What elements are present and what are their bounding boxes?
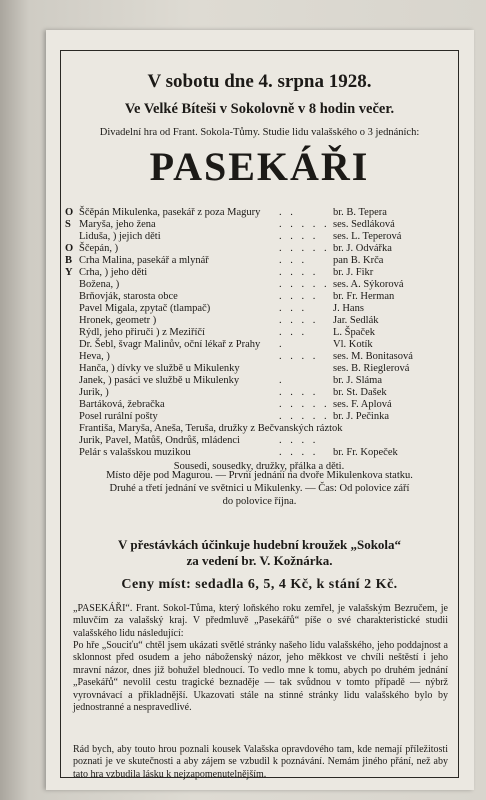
time-note-end: do polovice října. (222, 496, 297, 507)
cast-list (65, 207, 453, 472)
cast-footer: Sousedi, sousedky, družky, přálka a děti. (173, 461, 345, 472)
music-announcement: V přestávkách účinkuje hudební kroužek „Sokola“ (117, 537, 402, 552)
cast-row: Jurik, ) . . . . br. St. Dašek (79, 387, 387, 398)
cast-row: Rýdl, jeho přiruči ) z Meziříčí . . . L. Špaček (79, 327, 375, 338)
music-conductor: za vedení br. V. Kožnárka. (186, 553, 333, 568)
play-subtitle: Divadelní hra od Frant. Sokola-Tůmy. Studie lidu valašského o 3 jednáních: (99, 127, 420, 138)
cast-row: Pelár s valašskou muzikou . . . . br. Fr. Kopeček (79, 447, 398, 458)
cast-row: Hronek, geometr ) . . . . Jar. Sedlák (79, 315, 379, 326)
quote-paragraph: Po hře „Souciťu“ chtěl jsem ukázati světlé stránky našeho lidu valašského, jeho poddajnost a sklonnost před osudem a jeho náboženský názor, jeho měkkost ve chvíli neštěstí i jeho mravní názor, dnes již bohužel blednoucí. To vedlo mne k tomu, abych po druhém jednání „Pasekářů“ nevolil cestu tragické beznaděje — tak svůdnou v tomto případě — nýbrž vyrovnávací a přikladnější. Ukazovati stále na stinné stránky lidu valašského bylo by jednostranné a nespravedlivé. (73, 640, 448, 714)
setting-note: Místo děje pod Magurou. — První jednání na dvoře Mikulenkova statku. (106, 470, 413, 481)
cast-row: O Ščěpán Mikulenka, pasekář z poza Magury . . br. B. Tepera (65, 207, 387, 218)
closing-paragraph: Rád bych, aby touto hrou poznali kousek Valašska opravdového tam, kde nemají příležitosti poznati je ve skutečnosti a aby zájem se vzbudil k poznávání. Nemám jiného přání, než aby tato hra vzbudila lásku k nejzapomenutelnějším. (73, 744, 448, 780)
ticket-prices: Ceny míst: sedadla 6, 5, 4 Kč, k stání 2 Kč. (121, 577, 398, 592)
cast-row: Bartáková, žebračka . . . . . ses. F. Aplová (79, 399, 392, 410)
cast-row: Hanča, ) dívky ve službě u Mikulenky ses. B. Rieglerová (79, 363, 410, 374)
intro-paragraph: „PASEKÁŘI“. Frant. Sokol-Tůma, který loňského roku zemřel, je valašským Bezručem, je mluvčím za valašský kraj. V předmluvě „Pasekářů“ píše o své charakteristické studii valašského lidu následující: (73, 603, 448, 639)
cast-row: Pavel Migala, zpytač (tlampač) . . . J. Hans (79, 303, 364, 314)
cast-row: S Maryša, jeho žena . . . . . ses. Sedláková (65, 219, 395, 230)
cast-row: Heva, ) . . . . ses. M. Bonitasová (79, 351, 413, 362)
cast-row: Liduša, ) jejich děti . . . . ses. L. Teperová (79, 231, 402, 242)
cast-row: Dr. Šebl, švagr Malinův, oční lékař z Prahy . Vl. Kotík (79, 339, 373, 350)
cast-row: Brňovják, starosta obce . . . . br. Fr. Herman (79, 291, 395, 302)
playbill-border (60, 50, 459, 778)
event-venue-heading: Ve Velké Bíteši v Sokolovně v 8 hodin večer. (124, 101, 395, 117)
cast-row: Jurik, Pavel, Matůš, Ondrůš, mládenci . . . . (79, 435, 319, 446)
cast-row: Božena, ) . . . . . ses. A. Sýkorová (79, 279, 404, 290)
cast-row: Y Crha, ) jeho děti . . . . br. J. Fikr (65, 267, 374, 278)
cast-row: Janek, ) pasáci ve službě u Mikulenky . br. J. Sláma (79, 375, 382, 386)
cast-row: O Ščepán, ) . . . . . br. J. Odvářka (65, 243, 392, 254)
play-title: PASEKÁŘI (149, 144, 370, 189)
cast-row: B Crha Malina, pasekář a mlynář . . . pan B. Krča (65, 255, 384, 266)
cast-row: Posel rurální pošty . . . . . br. J. Pečinka (79, 411, 389, 422)
time-note: Druhé a třetí jednání ve světnici u Mikulenky. — Čas: Od polovice září (109, 483, 410, 494)
event-date-heading: V sobotu dne 4. srpna 1928. (147, 71, 372, 92)
cast-row: Františa, Maryša, Aneša, Teruša, družky z Bečvanských ráztok (79, 423, 343, 434)
playbill-sheet (46, 30, 474, 790)
